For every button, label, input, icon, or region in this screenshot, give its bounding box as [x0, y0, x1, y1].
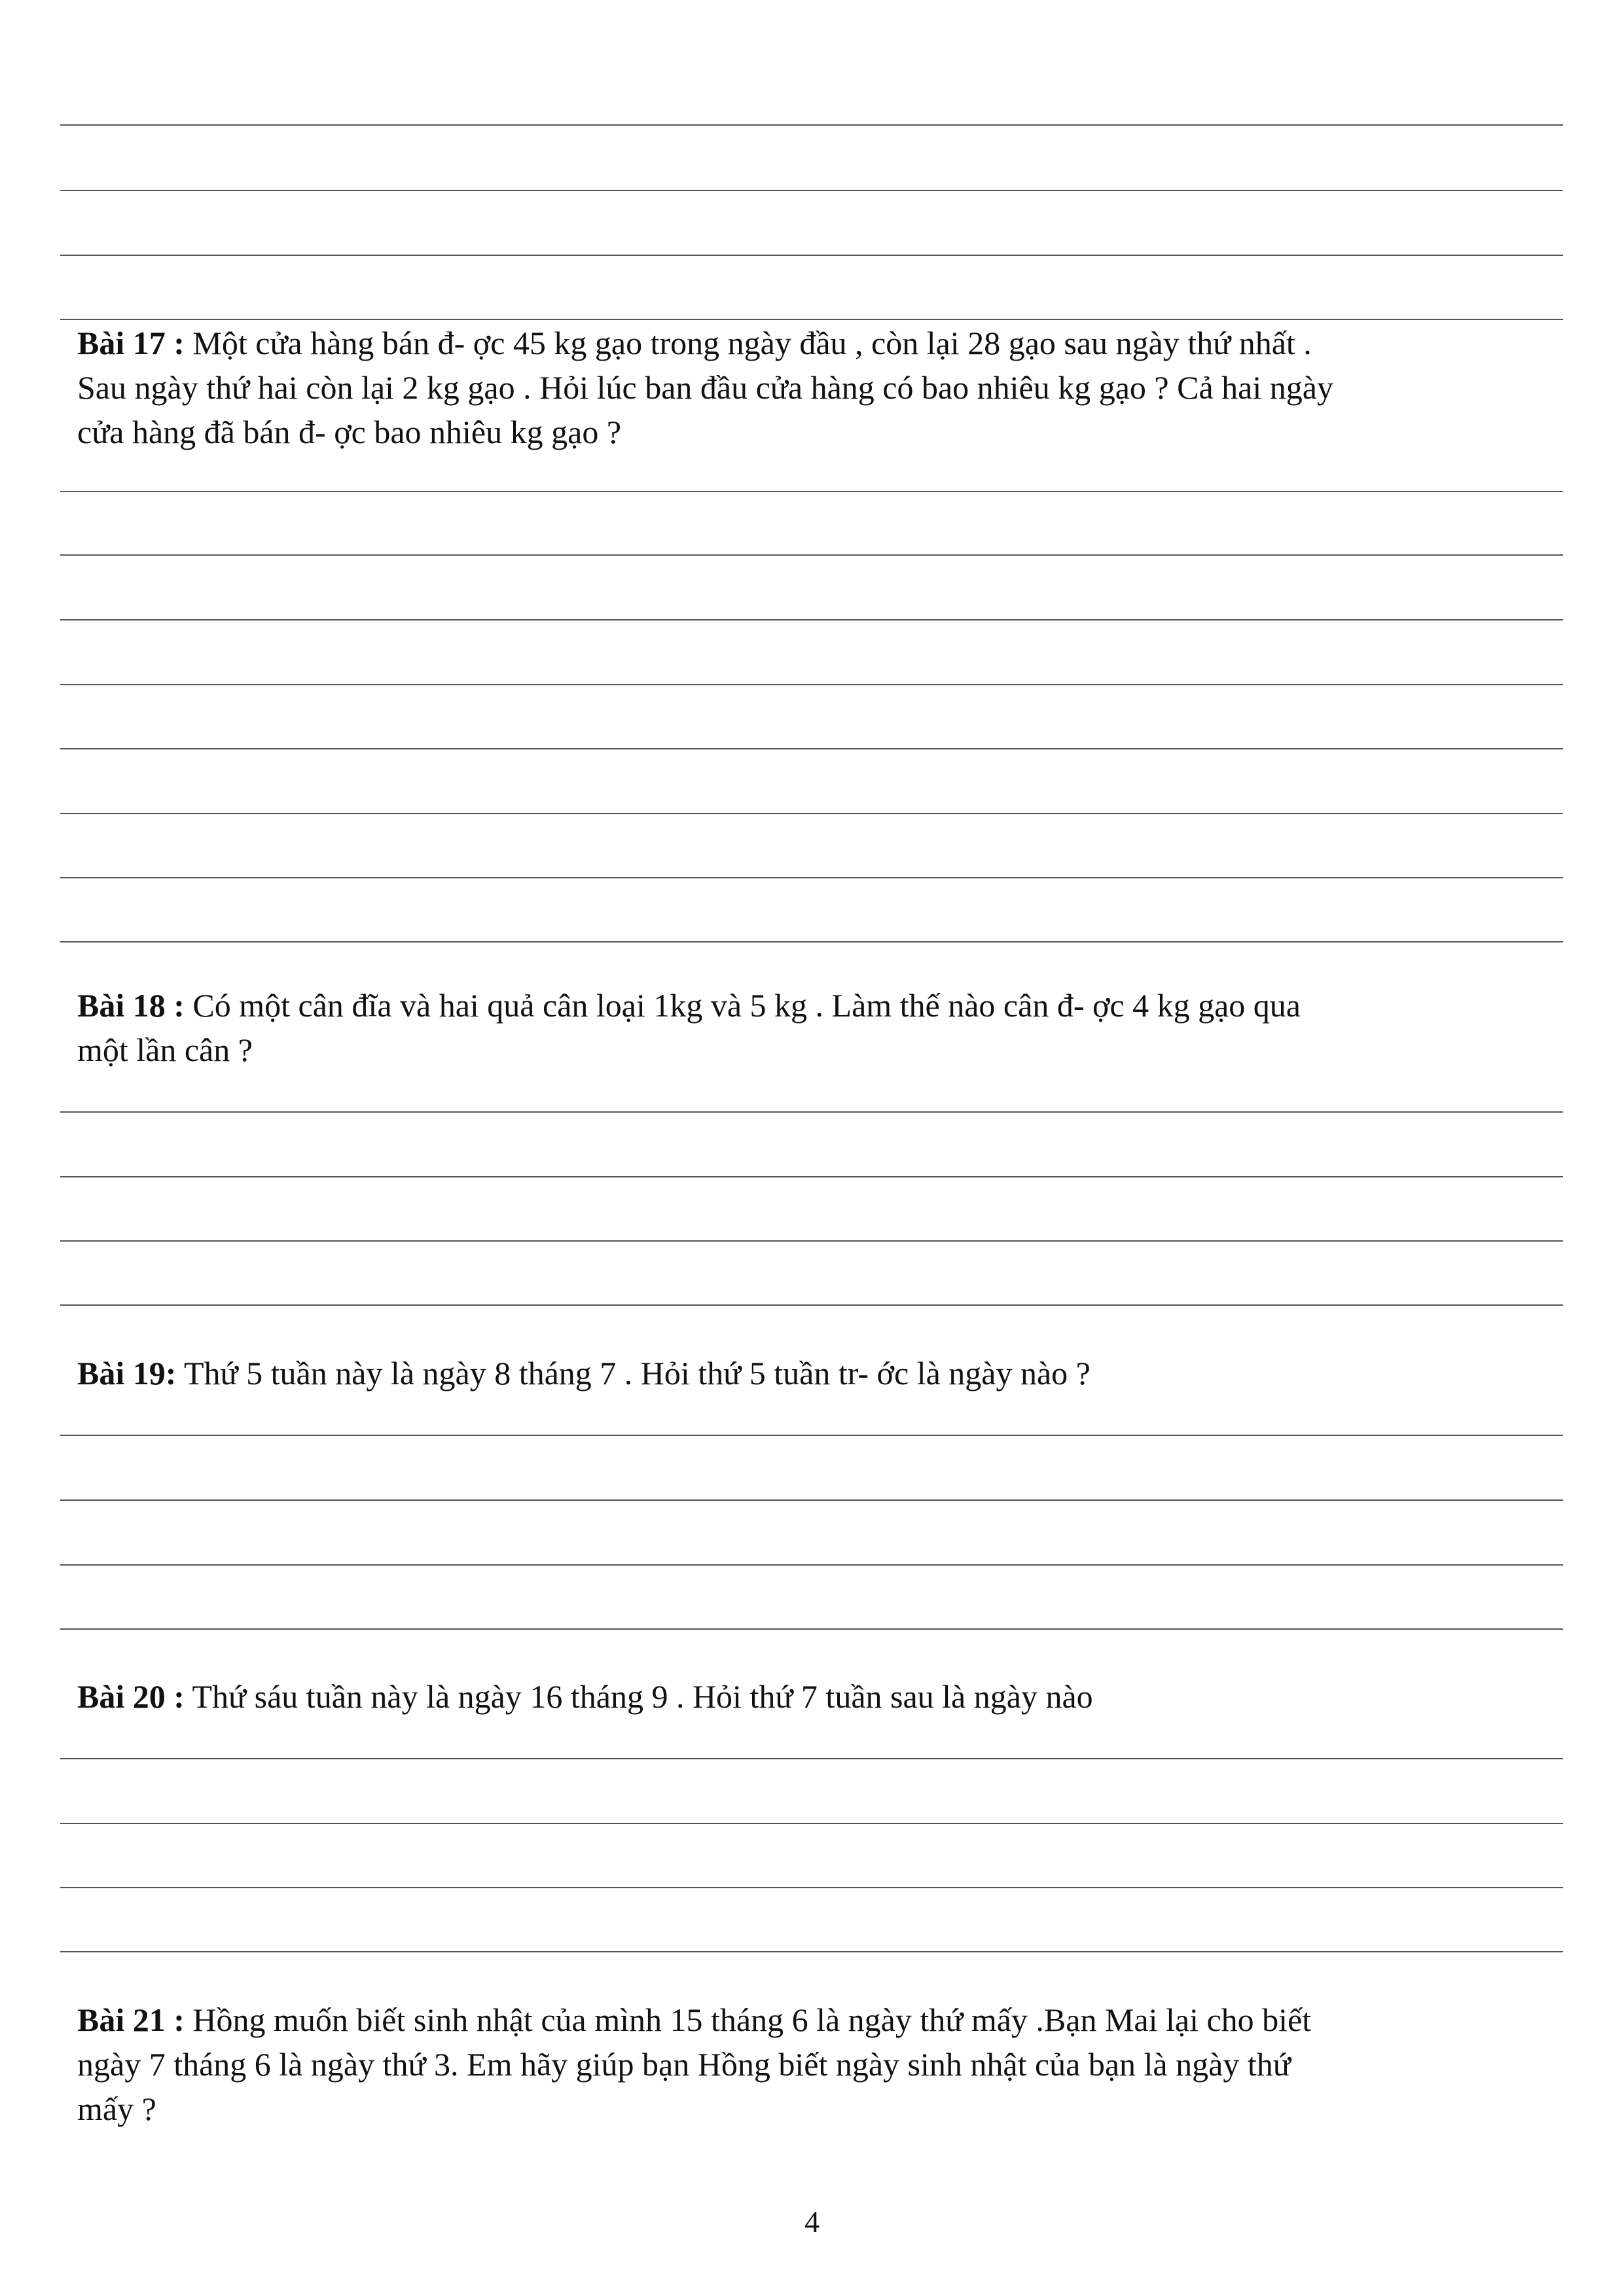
problem-text-line: Có một cân đĩa và hai quả cân loại 1kg và 5 kg . Làm thế nào cân đ- ợc 4 kg gạo qua — [192, 987, 1301, 1024]
problem-text-line: Một cửa hàng bán đ- ợc 45 kg gạo trong ngày đầu , còn lại 28 gạo sau ngày thứ nhất . — [192, 325, 1312, 361]
answer-line — [60, 1823, 1563, 1824]
answer-line — [60, 813, 1563, 814]
problem-number: Bài 17 : — [77, 325, 185, 361]
problem-text-line: mấy ? — [77, 2090, 156, 2127]
answer-line — [60, 319, 1563, 320]
problem-number: Bài 20 : — [77, 1678, 185, 1715]
answer-line — [60, 554, 1563, 556]
problem-21 — [77, 1998, 1550, 2131]
answer-line — [60, 877, 1563, 878]
answer-line — [60, 684, 1563, 685]
answer-line — [60, 619, 1563, 620]
answer-line — [60, 1240, 1563, 1242]
answer-line — [60, 1758, 1563, 1759]
problem-18 — [77, 983, 1550, 1072]
answer-line — [60, 941, 1563, 942]
problem-text-line: Thứ sáu tuần này là ngày 16 tháng 9 . Hỏi thứ 7 tuần sau là ngày nào — [192, 1678, 1093, 1715]
problem-17 — [77, 321, 1550, 454]
answer-line — [60, 1951, 1563, 1952]
answer-line — [60, 1435, 1563, 1436]
problem-text-line: cửa hàng đã bán đ- ợc bao nhiêu kg gạo ? — [77, 414, 622, 450]
problem-number: Bài 18 : — [77, 987, 185, 1024]
problem-number: Bài 21 : — [77, 2001, 185, 2038]
answer-line — [60, 124, 1563, 126]
answer-line — [60, 255, 1563, 256]
answer-line — [60, 1176, 1563, 1177]
problem-text-line: Thứ 5 tuần này là ngày 8 tháng 7 . Hỏi thứ 5 tuần tr- ớc là ngày nào ? — [184, 1355, 1091, 1391]
answer-line — [60, 1304, 1563, 1306]
problem-text-line: Sau ngày thứ hai còn lại 2 kg gạo . Hỏi lúc ban đầu cửa hàng có bao nhiêu kg gạo ? Cả hai ngày — [77, 369, 1333, 406]
answer-line — [60, 1111, 1563, 1113]
problem-20 — [77, 1674, 1550, 1719]
answer-line — [60, 190, 1563, 191]
page-number: 4 — [804, 2205, 820, 2238]
answer-line — [60, 1887, 1563, 1888]
problem-text-line: ngày 7 tháng 6 là ngày thứ 3. Em hãy giúp bạn Hồng biết ngày sinh nhật của bạn là ngày thứ — [77, 2046, 1291, 2083]
problem-19 — [77, 1351, 1550, 1395]
answer-line — [60, 1628, 1563, 1630]
answer-line — [60, 748, 1563, 749]
problem-text-line: một lần cân ? — [77, 1031, 253, 1068]
problem-number: Bài 19: — [77, 1355, 177, 1391]
problem-text-line: Hồng muốn biết sinh nhật của mình 15 tháng 6 là ngày thứ mấy .Bạn Mai lại cho biết — [192, 2001, 1312, 2038]
answer-line — [60, 1564, 1563, 1566]
answer-line — [60, 491, 1563, 492]
answer-line — [60, 1499, 1563, 1501]
